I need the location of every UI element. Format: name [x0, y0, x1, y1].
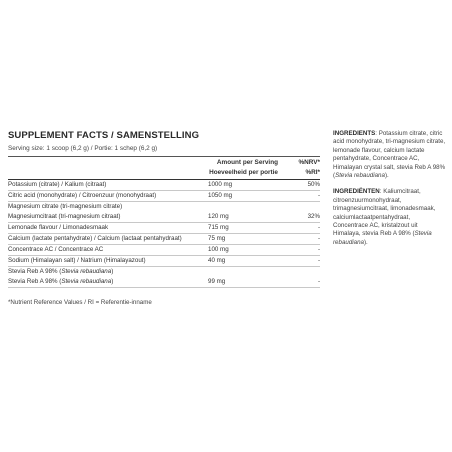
stevia-en-text: Stevia Reb A 98% (	[8, 268, 62, 275]
ingredient-nrv: -	[317, 192, 320, 199]
table-row	[8, 180, 320, 191]
ingredient-name: Lemonade flavour / Limonadesmaak	[8, 224, 109, 231]
column-header-row-1	[8, 157, 320, 167]
ingredient-amount	[208, 202, 278, 212]
ingredient-name: Sodium (Himalayan salt) / Natrium (Himalayazout)	[8, 257, 146, 264]
ingredients-nl-latin: Stevia rebaudiana	[333, 230, 432, 246]
ingredient-nrv: -	[317, 224, 320, 231]
ingredients-panel	[333, 130, 446, 255]
ingredient-name	[8, 277, 208, 287]
stevia-en-close: )	[111, 268, 114, 275]
table-row	[8, 191, 320, 202]
ingredient-nrv: -	[317, 235, 320, 242]
ingredient-nrv: 32%	[307, 213, 320, 220]
table-row	[8, 256, 320, 267]
ingredient-name	[8, 267, 208, 277]
ingredient-nrv: -	[317, 257, 320, 264]
supplement-facts-panel	[8, 130, 320, 308]
ingredient-amount: 1000 mg	[208, 181, 233, 188]
table-row	[8, 245, 320, 256]
stevia-nl-close: )	[111, 278, 114, 285]
ingredient-nrv	[278, 202, 320, 212]
ingredients-en	[333, 130, 446, 180]
ingredients-en-label: INGREDIENTS	[333, 130, 376, 137]
table-row	[8, 212, 320, 223]
ingredient-name: Concentrace AC / Concentrace AC	[8, 246, 104, 253]
ingredient-name: Citric acid (monohydrate) / Citroenzuur (monohydraat)	[8, 192, 157, 199]
ingredient-amount: 99 mg	[208, 278, 226, 285]
ingredient-amount: 100 mg	[208, 246, 229, 253]
stevia-nl-latin: Stevia rebaudiana	[61, 278, 112, 285]
ingredient-nrv: -	[317, 278, 320, 285]
ingredients-nl	[333, 188, 446, 247]
footnote: *Nutrient Reference Values / RI = Referentie-inname	[8, 299, 152, 306]
amount-header-nl: Hoeveelheid per portie	[209, 169, 278, 176]
serving-size: Serving size: 1 scoop (6,2 g) / Portie: 1 schep (6,2 g)	[8, 145, 158, 152]
table-row	[8, 223, 320, 234]
ingredient-name: Potassium (citrate) / Kalium (citraat)	[8, 181, 107, 188]
ingredients-nl-text: : Kaliumcitraat, citroenzuurmonohydraat, trimagnesiumcitraat, limonadesmaak, calciumlactaatpentahydraat, Concentrace AC, kristalzout uit Himalaya, stevia Reb A 98% (	[333, 188, 436, 238]
ingredients-en-latin: Stevia rebaudiana	[335, 172, 385, 180]
ingredient-name: Magnesiumcitraat (tri-magnesium citraat)	[8, 213, 121, 220]
ingredient-name: Magnesium citrate (tri-magnesium citrate)	[8, 203, 123, 210]
ingredient-amount: 75 mg	[208, 235, 226, 242]
ingredient-amount: 120 mg	[208, 213, 229, 220]
ri-header: %RI*	[305, 169, 320, 176]
ingredient-amount: 715 mg	[208, 224, 229, 231]
table-row	[8, 277, 320, 288]
ingredient-amount: 40 mg	[208, 257, 226, 264]
ingredients-en-end: ).	[384, 172, 389, 180]
ingredients-nl-end: ).	[363, 238, 368, 246]
ingredient-nrv: 50%	[307, 181, 320, 188]
facts-title: SUPPLEMENT FACTS / SAMENSTELLING	[8, 130, 200, 141]
ingredients-en-text: : Potassium citrate, citric acid monohydrate, tri-magnesium citrate, lemonade flavour, calcium lactate pentahydrate, Concentrace AC, Himalayan crystal salt, stevia Reb A 98% (	[333, 130, 446, 180]
ingredient-name: Calcium (lactate pentahydrate) / Calcium (lactaat pentahydraat)	[8, 235, 182, 242]
stevia-nl-text: Stevia Reb A 98% (	[8, 278, 62, 285]
table-row	[8, 267, 320, 277]
ingredients-nl-label: INGREDIËNTEN	[333, 188, 380, 196]
amount-header-en: Amount per Serving	[216, 159, 278, 166]
stevia-en-latin: Stevia rebaudiana	[61, 268, 112, 275]
column-header-row-2	[8, 167, 320, 177]
ingredient-amount: 1050 mg	[208, 192, 233, 199]
table-row	[8, 202, 320, 212]
nrv-header: %NRV*	[298, 159, 320, 166]
ingredient-nrv: -	[317, 246, 320, 253]
table-row	[8, 234, 320, 245]
